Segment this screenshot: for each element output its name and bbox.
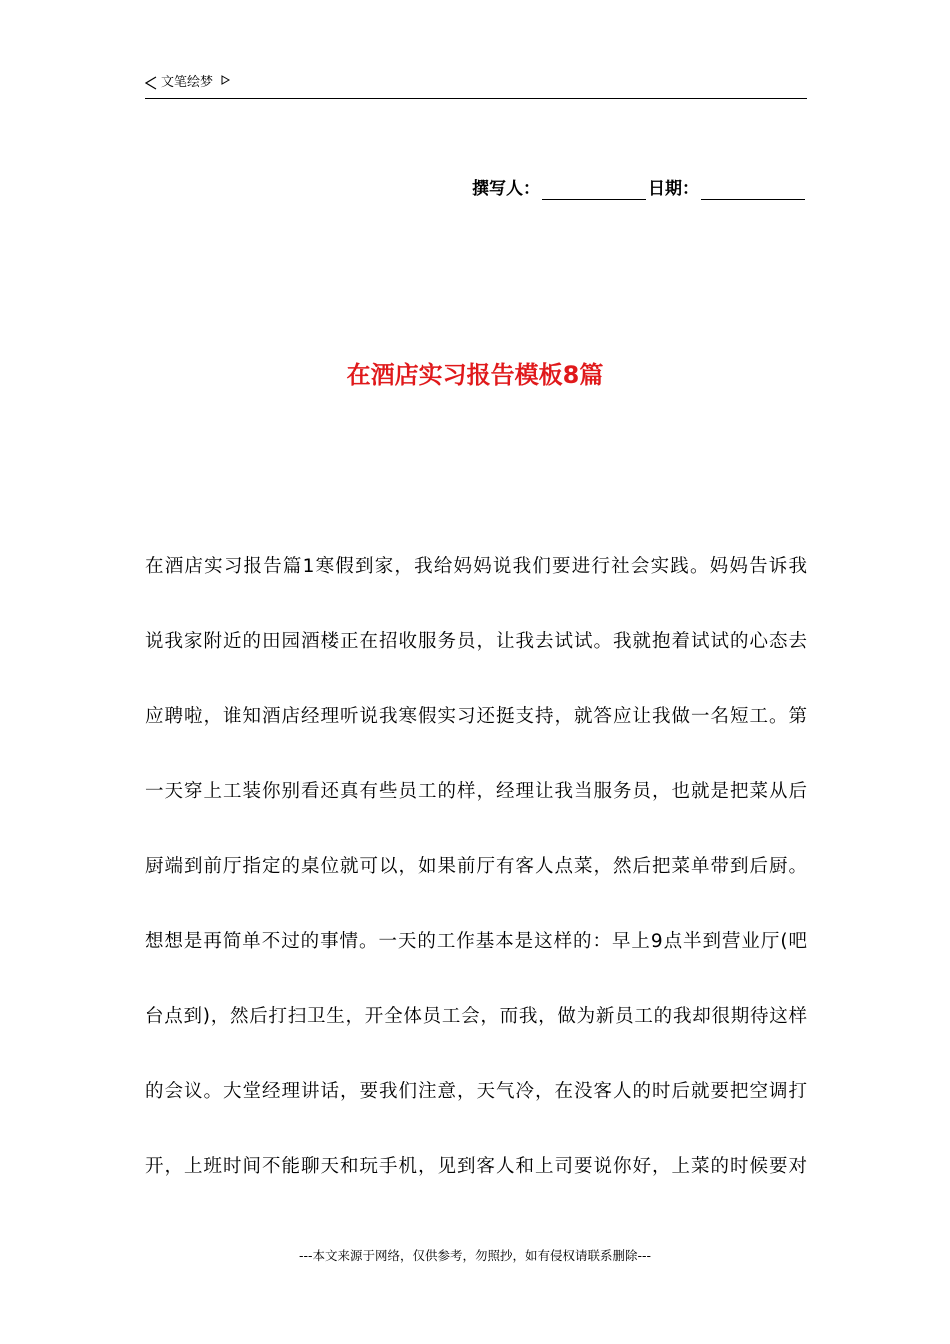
body-line: 应聘啦，谁知酒店经理听说我寒假实习还挺支持，就答应让我做一名短工。第 — [145, 706, 807, 727]
body-line: 想想是再简单不过的事情。一天的工作基本是这样的：早上9点半到营业厅(吧 — [145, 931, 807, 952]
body-line: 台点到)，然后打扫卫生，开全体员工会，而我，做为新员工的我却很期待这样 — [145, 1006, 807, 1027]
triangle-left-icon — [145, 76, 157, 90]
document-title: 在酒店实习报告模板8篇 — [346, 361, 604, 389]
page-footer: ---本文来源于网络，仅供参考，勿照抄，如有侵权请联系删除--- — [298, 1248, 652, 1263]
page-header — [145, 72, 807, 99]
signature-line — [472, 178, 807, 200]
date-label: 日期： — [648, 179, 699, 199]
body-line: 的会议。大堂经理讲话，要我们注意，天气冷，在没客人的时后就要把空调打 — [145, 1081, 807, 1102]
triangle-right-icon — [221, 75, 230, 85]
author-label: 撰写人： — [472, 179, 540, 199]
header-brand-group — [145, 74, 230, 92]
body-line: 一天穿上工装你别看还真有些员工的样，经理让我当服务员，也就是把菜从后 — [145, 781, 807, 802]
header-brand: 文笔绘梦 — [161, 75, 214, 90]
body-line: 厨端到前厅指定的桌位就可以，如果前厅有客人点菜，然后把菜单带到后厨。 — [145, 856, 807, 877]
body-line: 在酒店实习报告篇1寒假到家，我给妈妈说我们要进行社会实践。妈妈告诉我 — [145, 556, 807, 577]
author-blank — [542, 180, 646, 200]
body-line: 开，上班时间不能聊天和玩手机，见到客人和上司要说你好，上菜的时候要对 — [145, 1156, 807, 1177]
body-text — [145, 552, 807, 1227]
body-line: 说我家附近的田园酒楼正在招收服务员，让我去试试。我就抱着试试的心态去 — [145, 631, 807, 652]
date-blank — [701, 180, 805, 200]
